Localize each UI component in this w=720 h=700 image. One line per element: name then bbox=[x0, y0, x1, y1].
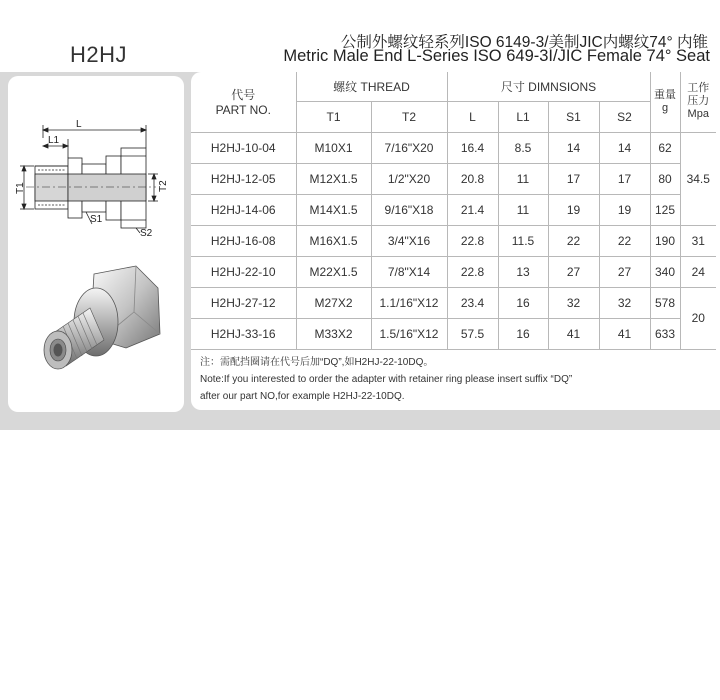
cell-t2: 1.1/16"X12 bbox=[371, 287, 447, 318]
cell-t2: 9/16"X18 bbox=[371, 194, 447, 225]
cell-weight: 633 bbox=[650, 318, 680, 349]
note-cn: 注：需配挡圈请在代号后加“DQ”,如H2HJ-22-10DQ。 bbox=[200, 357, 434, 368]
header-s2: S2 bbox=[599, 101, 650, 132]
title-chinese: 公制外螺纹轻系列ISO 6149-3/美制JIC内螺纹74° 内锥 bbox=[340, 34, 708, 51]
cell-weight: 125 bbox=[650, 194, 680, 225]
cell-l1: 11 bbox=[498, 163, 548, 194]
cell-s2: 14 bbox=[599, 132, 650, 163]
cell-s2: 22 bbox=[599, 225, 650, 256]
cell-s2: 17 bbox=[599, 163, 650, 194]
cell-pressure: 34.5 bbox=[680, 132, 716, 225]
notes bbox=[200, 354, 710, 405]
cell-t1: M16X1.5 bbox=[296, 225, 371, 256]
table-row bbox=[191, 132, 716, 163]
cell-part: H2HJ-10-04 bbox=[191, 132, 296, 163]
cell-s2: 41 bbox=[599, 318, 650, 349]
table-row bbox=[191, 287, 716, 318]
cell-weight: 578 bbox=[650, 287, 680, 318]
cell-l1: 11 bbox=[498, 194, 548, 225]
dim-label-l: L bbox=[76, 119, 82, 130]
header-t1: T1 bbox=[296, 101, 371, 132]
cell-t1: M10X1 bbox=[296, 132, 371, 163]
cell-s2: 19 bbox=[599, 194, 650, 225]
cell-t2: 3/4"X16 bbox=[371, 225, 447, 256]
cell-l: 21.4 bbox=[447, 194, 498, 225]
spec-table-panel bbox=[191, 72, 720, 410]
cell-s2: 32 bbox=[599, 287, 650, 318]
cell-weight: 190 bbox=[650, 225, 680, 256]
dim-label-s2: S2 bbox=[140, 228, 153, 239]
technical-drawing bbox=[8, 76, 184, 246]
header-s1: S1 bbox=[548, 101, 599, 132]
cell-l: 16.4 bbox=[447, 132, 498, 163]
cell-s1: 41 bbox=[548, 318, 599, 349]
dim-label-s1: S1 bbox=[90, 214, 103, 225]
cell-t1: M12X1.5 bbox=[296, 163, 371, 194]
spec-table bbox=[191, 72, 716, 350]
table-row bbox=[191, 194, 716, 225]
product-code: H2HJ bbox=[70, 42, 128, 67]
cell-t2: 1.5/16"X12 bbox=[371, 318, 447, 349]
cell-s2: 27 bbox=[599, 256, 650, 287]
page-header bbox=[0, 0, 720, 72]
cell-pressure: 24 bbox=[680, 256, 716, 287]
header-part-cn: 代号 bbox=[231, 88, 256, 103]
header-weight-unit: g bbox=[661, 101, 669, 114]
note-en-line2: after our part NO,for example H2HJ-22-10DQ. bbox=[200, 391, 405, 402]
cell-weight: 62 bbox=[650, 132, 680, 163]
cell-t2: 7/16"X20 bbox=[371, 132, 447, 163]
header-l1: L1 bbox=[498, 101, 548, 132]
table-row bbox=[191, 225, 716, 256]
table-row bbox=[191, 163, 716, 194]
table-row bbox=[191, 318, 716, 349]
cell-part: H2HJ-14-06 bbox=[191, 194, 296, 225]
header-l: L bbox=[447, 101, 498, 132]
cell-t1: M27X2 bbox=[296, 287, 371, 318]
header-part-no bbox=[191, 72, 296, 132]
cell-part: H2HJ-12-05 bbox=[191, 163, 296, 194]
cell-l: 57.5 bbox=[447, 318, 498, 349]
cell-part: H2HJ-22-10 bbox=[191, 256, 296, 287]
cell-pressure: 31 bbox=[680, 225, 716, 256]
cell-l1: 8.5 bbox=[498, 132, 548, 163]
cell-part: H2HJ-27-12 bbox=[191, 287, 296, 318]
header-pressure bbox=[680, 72, 716, 132]
header-t2: T2 bbox=[371, 101, 447, 132]
cell-s1: 27 bbox=[548, 256, 599, 287]
image-panel bbox=[8, 76, 184, 412]
cell-t1: M14X1.5 bbox=[296, 194, 371, 225]
cell-s1: 17 bbox=[548, 163, 599, 194]
cell-l: 22.8 bbox=[447, 225, 498, 256]
cell-l: 20.8 bbox=[447, 163, 498, 194]
cell-l: 23.4 bbox=[447, 287, 498, 318]
cell-s1: 19 bbox=[548, 194, 599, 225]
header-pressure-cn: 工作压力 bbox=[687, 82, 710, 108]
header-weight-cn: 重量 bbox=[654, 88, 676, 101]
cell-weight: 80 bbox=[650, 163, 680, 194]
table-row bbox=[191, 256, 716, 287]
cell-l1: 16 bbox=[498, 287, 548, 318]
dim-label-t1: T1 bbox=[15, 182, 26, 194]
cell-t1: M22X1.5 bbox=[296, 256, 371, 287]
header-part-en: PART NO. bbox=[215, 103, 271, 118]
cell-weight: 340 bbox=[650, 256, 680, 287]
fitting-photo bbox=[8, 248, 184, 408]
cell-t1: M33X2 bbox=[296, 318, 371, 349]
cell-s1: 14 bbox=[548, 132, 599, 163]
cell-l: 22.8 bbox=[447, 256, 498, 287]
dim-label-t2: T2 bbox=[158, 180, 169, 192]
cell-pressure: 20 bbox=[680, 287, 716, 349]
header-pressure-unit: Mpa bbox=[687, 108, 709, 121]
note-en-line1: Note:If you interested to order the adapter with retainer ring please insert suffix “DQ” bbox=[200, 374, 573, 385]
cell-l1: 11.5 bbox=[498, 225, 548, 256]
dim-label-l1: L1 bbox=[48, 135, 60, 146]
cell-t2: 7/8"X14 bbox=[371, 256, 447, 287]
cell-s1: 22 bbox=[548, 225, 599, 256]
header-dimensions: 尺寸 DIMNSIONS bbox=[447, 72, 650, 101]
cell-part: H2HJ-33-16 bbox=[191, 318, 296, 349]
cell-l1: 13 bbox=[498, 256, 548, 287]
title-english: Metric Male End L-Series ISO 649-3I/JIC Female 74° Seat bbox=[283, 47, 710, 65]
cell-t2: 1/2"X20 bbox=[371, 163, 447, 194]
cell-part: H2HJ-16-08 bbox=[191, 225, 296, 256]
cell-s1: 32 bbox=[548, 287, 599, 318]
header-thread: 螺纹 THREAD bbox=[296, 72, 447, 101]
cell-l1: 16 bbox=[498, 318, 548, 349]
header-weight bbox=[650, 72, 680, 132]
